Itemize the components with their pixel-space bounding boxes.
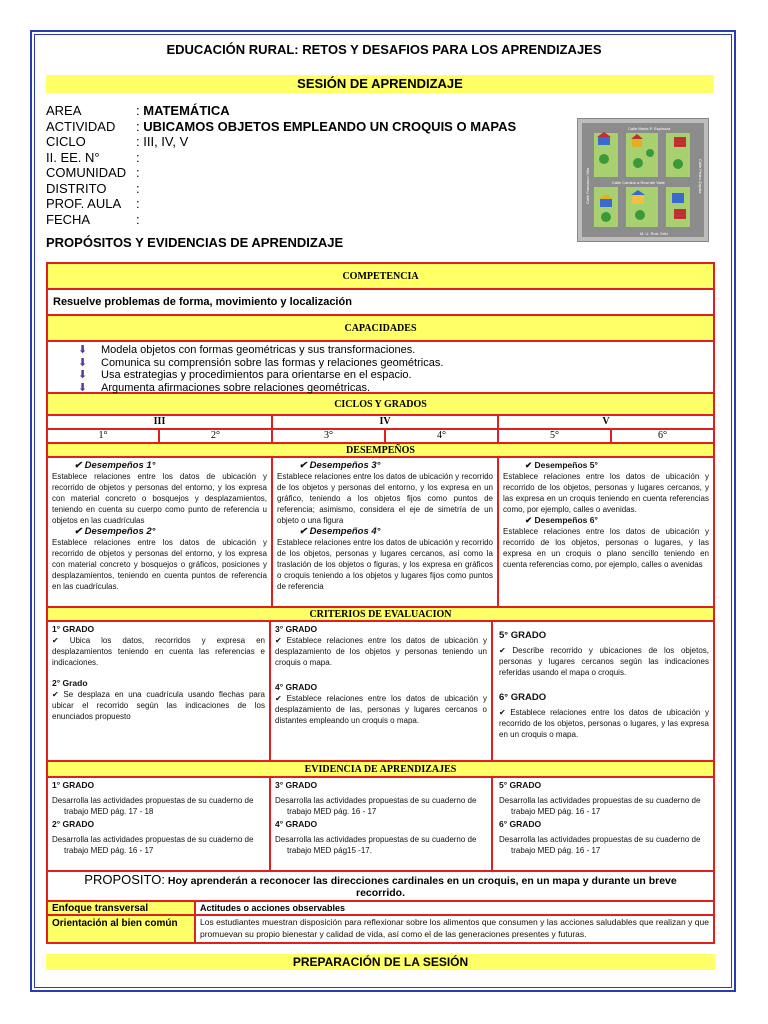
arrow-bullet-icon: ⬇ xyxy=(78,381,88,394)
evidencia-ciclo-iv xyxy=(271,778,493,870)
arrow-bullet-icon: ⬇ xyxy=(78,369,88,381)
criterio-grado-5-label: 5° GRADO xyxy=(499,630,547,641)
evidencia-row xyxy=(48,778,713,872)
evidencia-grado-4-label: 4° GRADO xyxy=(275,819,318,829)
evidencia-grado-4-text: Desarrolla las actividades propuestas de su cuaderno de trabajo MED pág15 -17. xyxy=(275,835,477,855)
criterio-grado-3-text: ✔ Establece relaciones entre los datos de ubicación y desplazamiento de los objetos y personas teniendo un croquis o mapa. xyxy=(275,635,487,668)
criterios-header: CRITERIOS DE EVALUACION xyxy=(48,608,713,622)
evidencia-grado-5-label: 5° GRADO xyxy=(499,780,542,790)
grado-6: 6° xyxy=(658,430,667,441)
desempenos-row xyxy=(48,458,713,608)
evidencia-grado-2-label: 2° GRADO xyxy=(52,819,95,829)
grado-3: 3° xyxy=(273,430,386,442)
desempeno-2-text: Establece relaciones entre los datos de ubicación y recorrido de objetos y personas del entorno, y los expresa con material concreto y bosquejos o gráficos, posiciones y desplazamientos, teniendo en cuenta puntos de referencia en las cuadrículas. xyxy=(52,538,267,591)
map-illustration xyxy=(578,119,708,241)
criterio-grado-4-text: ✔ Establece relaciones entre los datos de ubicación y desplazamiento de las, personas y lugares cercanos o distantes empleando un croquis o mapa. xyxy=(275,693,487,726)
proposito-label: PROPOSITO: xyxy=(84,872,165,887)
criterio-grado-2-label: 2° Grado xyxy=(52,678,88,688)
criterio-grado-1-label: 1° GRADO xyxy=(52,624,95,634)
grado-2: 2° xyxy=(160,430,273,442)
criterios-ciclo-v xyxy=(493,622,713,760)
criterio-grado-3-label: 3° GRADO xyxy=(275,624,318,634)
desempeno-2-title: ✔ Desempeños 2° xyxy=(52,526,267,537)
orientacion-label: Orientación al bien común xyxy=(48,916,196,942)
evidencia-header: EVIDENCIA DE APRENDIZAJES xyxy=(48,762,713,778)
document-title: EDUCACIÓN RURAL: RETOS Y DESAFIOS PARA LOS APRENDIZAJES xyxy=(166,42,602,57)
preparacion-title: PREPARACIÓN DE LA SESIÓN xyxy=(46,954,715,970)
evidencia-grado-5-text: Desarrolla las actividades propuestas de su cuaderno de trabajo MED pág. 16 - 17 xyxy=(499,796,701,816)
evidencia-grado-2-text: Desarrolla las actividades propuestas de su cuaderno de trabajo MED pág. 16 - 17 xyxy=(52,835,254,855)
criterio-grado-5-text: ✔ Describe recorrido y ubicaciones de los objetos, personas y lugares cercanos según las indicaciones referidas usando el mapa o croquis. xyxy=(499,645,709,678)
enfoque-label: Enfoque transversal xyxy=(48,902,196,914)
info-row-iiee: II. EE. N° : xyxy=(46,149,140,165)
croquis-map-image xyxy=(577,118,709,242)
grado-4: 4° xyxy=(386,430,499,442)
criterio-grado-4-label: 4° GRADO xyxy=(275,682,318,692)
desempeno-3-text: Establece relaciones entre los datos de ubicación y recorrido de los objetos y personas del entorno, y los expresa en un gráfico, teniendo a los objetos fijos como puntos de referencia; asimismo, considera el eje de simetría de un objeto o una figura xyxy=(277,472,493,525)
enfoque-row xyxy=(48,902,713,916)
purposes-table xyxy=(46,262,715,944)
svg-text:Calle María P. Espinoza: Calle María P. Espinoza xyxy=(628,126,671,131)
criterios-ciclo-iii xyxy=(48,622,271,760)
orientacion-text: Los estudiantes muestran disposición para reflexionar sobre los alimentos que consumen y las acciones saludables que realizan y que promuevan su propio bienestar y calidad de vida, así como el de las generaciones presentes y futuras. xyxy=(200,917,709,939)
desempeno-5-text: Establece relaciones entre los datos de ubicación y recorrido de los objetos, personas y lugares cercanos, y las expresa en un croquis teniendo en cuenta referencias como, por ejemplo, calles o avenidas. xyxy=(503,472,709,514)
criterio-grado-1-text: ✔ Ubica los datos, recorridos y expresa en desplazamientos teniendo en cuenta las referencias e indicaciones. xyxy=(52,635,265,668)
arrow-bullet-icon: ⬇ xyxy=(78,344,88,356)
evidencia-grado-6-label: 6° GRADO xyxy=(499,819,542,829)
evidencia-ciclo-v xyxy=(493,778,713,870)
info-row-comunidad: COMUNIDAD : xyxy=(46,165,140,180)
proposito-row xyxy=(48,872,713,902)
ciclo-iv: IV xyxy=(273,416,499,428)
capacidad-item: ⬇ Usa estrategias y procedimientos para orientarse en el espacio. xyxy=(78,369,412,381)
capacidades-header: CAPACIDADES xyxy=(48,316,713,342)
evidencia-ciclo-iii xyxy=(48,778,271,870)
evidencia-grado-3-text: Desarrolla las actividades propuestas de su cuaderno de trabajo MED pág. 16 - 17 xyxy=(275,796,477,816)
desempenos-ciclo-iii xyxy=(48,458,273,606)
grados-row xyxy=(48,430,713,444)
desempeno-4-text: Establece relaciones entre los datos de ubicación y recorrido de los objetos, personas y lugares cercanos, así como la traslación de los objetos o figuras, y los expresa en gráficos o croquis teniendo a los objetos y lugares fijos como puntos de referencia xyxy=(277,538,493,591)
desempeno-5-title: ✔ Desempeños 5° xyxy=(503,460,709,471)
criterio-grado-2-text: ✔ Se desplaza en una cuadrícula usando flechas para ubicar el recorrido según las indicaciones de los enunciados propuesto xyxy=(52,689,265,722)
desempeno-3-title: ✔ Desempeños 3° xyxy=(277,460,493,471)
capacidad-item: ⬇ Modela objetos con formas geométricas y sus transformaciones. xyxy=(78,344,416,356)
arrow-bullet-icon: ⬇ xyxy=(78,356,88,369)
info-row-fecha: FECHA : xyxy=(46,211,140,227)
desempenos-ciclo-iv xyxy=(273,458,499,606)
svg-text:Calle Camino a Real del Valle: Calle Camino a Real del Valle xyxy=(612,180,665,185)
desempeno-1-text: Establece relaciones entre los datos de ubicación y recorrido de objetos y personas del entorno, y los expresa con material concreto o bosquejos y desplazamientos, teniendo en cuenta su cuerpo como punto de referencia u objetos en las cuadrículas xyxy=(52,472,267,525)
svg-text:Calle Pedro Zapata: Calle Pedro Zapata xyxy=(698,159,703,194)
info-row-actividad: ACTIVIDAD : UBICAMOS OBJETOS EMPLEANDO UN CROQUIS O MAPAS xyxy=(46,118,517,134)
orientacion-row xyxy=(48,916,713,942)
capacidades-list xyxy=(48,342,713,394)
desempeno-6-text: Establece relaciones entre los datos de ubicación y recorrido de los objetos, personas o lugares, y las expresa en un croquis o plano sencillo teniendo en cuenta referencias como, por ejemplo, calles o avenidas xyxy=(503,527,709,569)
purposes-title: PROPÓSITOS Y EVIDENCIAS DE APRENDIZAJE xyxy=(46,235,344,250)
svg-text:M. U. Ruiz Ortiz: M. U. Ruiz Ortiz xyxy=(640,231,669,236)
evidencia-grado-3-label: 3° GRADO xyxy=(275,780,318,790)
criterio-grado-6-label: 6° GRADO xyxy=(499,692,547,703)
criterios-row xyxy=(48,622,713,762)
desempeno-4-title: ✔ Desempeños 4° xyxy=(277,526,493,537)
capacidad-item: ⬇ Comunica su comprensión sobre las formas y relaciones geométricas. xyxy=(78,356,444,369)
session-title: SESIÓN DE APRENDIZAJE xyxy=(46,75,714,93)
ciclos-header: CICLOS Y GRADOS xyxy=(48,394,713,416)
competencia-text: Resuelve problemas de forma, movimiento y localización xyxy=(48,290,713,316)
competencia-header: COMPETENCIA xyxy=(48,264,713,290)
criterio-grado-6-text: ✔ Establece relaciones entre los datos de ubicación y recorrido de los objetos, personas o lugares, y las expresa en un croquis o mapa. xyxy=(499,707,709,740)
grado-5: 5° xyxy=(499,430,612,442)
ciclos-row xyxy=(48,416,713,430)
evidencia-grado-6-text: Desarrolla las actividades propuestas de su cuaderno de trabajo MED pág. 16 - 17 xyxy=(499,835,701,855)
criterios-ciclo-iv xyxy=(271,622,493,760)
evidencia-grado-1-label: 1° GRADO xyxy=(52,780,95,790)
desempeno-1-title: ✔ Desempeños 1° xyxy=(52,460,267,471)
grado-1: 1° xyxy=(48,430,160,442)
desempenos-ciclo-v xyxy=(499,458,713,606)
info-row-distrito: DISTRITO : xyxy=(46,180,140,196)
capacidad-item: ⬇ Argumenta afirmaciones sobre relaciones geométricas. xyxy=(78,381,371,394)
desempeno-6-title: ✔ Desempeños 6° xyxy=(503,515,709,526)
evidencia-grado-1-text: Desarrolla las actividades propuestas de su cuaderno de trabajo MED pág. 17 - 18 xyxy=(52,796,254,816)
proposito-text: Hoy aprenderán a reconocer las direcciones cardinales en un croquis, en un mapa y durante un breve recorrido. xyxy=(167,875,677,899)
info-row-prof-aula: PROF. AULA : xyxy=(46,196,140,211)
info-row-ciclo: CICLO : III, IV, V xyxy=(46,134,189,149)
info-block xyxy=(46,103,516,227)
enfoque-header: Actitudes o acciones observables xyxy=(200,903,346,913)
svg-text:Calle Francisco Villa: Calle Francisco Villa xyxy=(585,167,590,204)
ciclo-iii: III xyxy=(48,416,273,428)
info-row-area: AREA : MATEMÁTICA xyxy=(46,103,230,118)
ciclo-v: V xyxy=(602,416,610,427)
desempenos-header: DESEMPEÑOS xyxy=(48,444,713,458)
